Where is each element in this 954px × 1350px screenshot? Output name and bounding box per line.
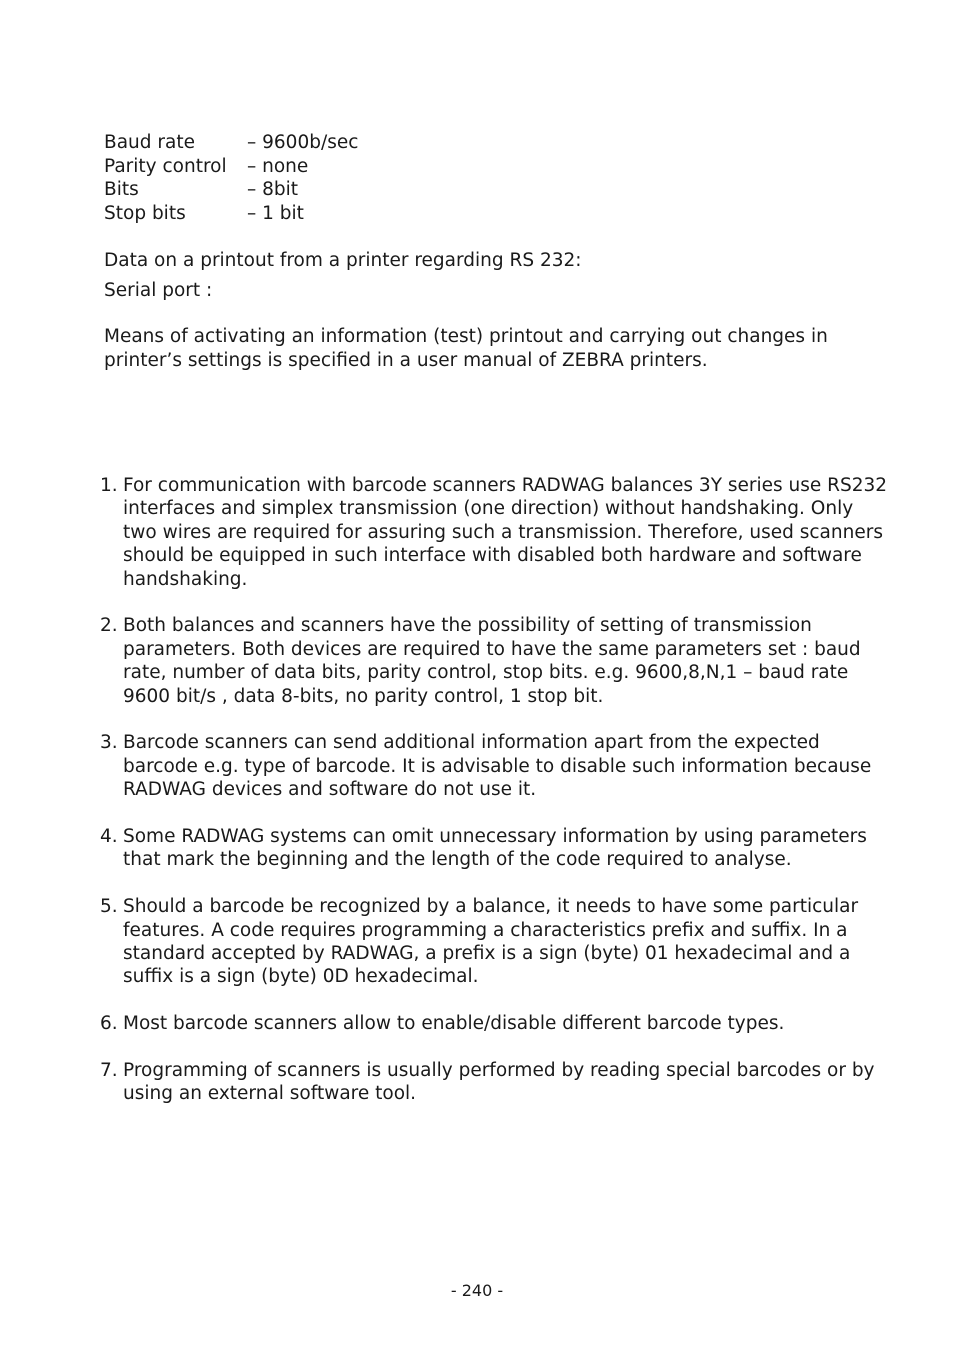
setting-value: – 1 bit (247, 202, 304, 224)
list-text: Barcode scanners can send additional information apart from the expected barcode e.g. type of barcode. It is advisable to disable such information because RADWAG devices and software do not use it. (123, 732, 872, 801)
setting-row (104, 155, 358, 179)
setting-name: Bits (104, 179, 139, 200)
list-text: For communication with barcode scanners RADWAG balances 3Y series use RS232 interfaces and simplex transmission (one direction) without handshaking. Only two wires are required for assuring such a transmission. Therefore, used scanners should be equipped in such interface with disabled both hardware and software handshaking. (123, 475, 888, 590)
printer-settings (104, 131, 358, 225)
setting-name: Baud rate (104, 132, 195, 153)
list-number: 3. (100, 732, 118, 754)
setting-value: – none (247, 155, 309, 177)
list-text: Should a barcode be recognized by a balance, it needs to have some particular features. A code requires programming a characteristics prefix and suffix. In a standard accepted by RADWAG, a prefix is a sign (byte) 01 hexadecimal and a suffix is a sign (byte) 0D hexadecimal. (123, 896, 859, 988)
activation-paragraph: Means of activating an information (test) printout and carrying out changes in printer’s settings is specified in a user manual of ZEBRA printers. (104, 326, 828, 371)
serial-port-line: Serial port : (104, 280, 213, 301)
list-text: Programming of scanners is usually performed by reading special barcodes or by using an external software tool. (123, 1060, 875, 1105)
list-number: 5. (100, 896, 118, 918)
data-printout-line: Data on a printout from a printer regarding RS 232: (104, 250, 582, 271)
setting-row (104, 178, 358, 202)
list-item (100, 825, 890, 872)
setting-name: Parity control (104, 155, 227, 177)
list-item (100, 614, 890, 708)
page-number: - 240 - (450, 1281, 504, 1300)
setting-row (104, 202, 358, 226)
list-number: 1. (100, 475, 118, 496)
setting-name: Stop bits (104, 202, 186, 224)
list-item (100, 474, 890, 591)
list-number: 7. (100, 1060, 118, 1082)
list-item (100, 731, 890, 801)
list-text: Some RADWAG systems can omit unnecessary information by using parameters that mark the beginning and the length of the code required to analyse. (123, 826, 867, 871)
list-text: Both balances and scanners have the possibility of setting of transmission parameters. Both devices are required to have the same parameters set : baud rate, number of data bits, parity control, stop bits. e.g. 9600,8,N,1 – baud rate 9600 bit/s , data 8-bits, no parity control, 1 stop bit. (123, 615, 861, 707)
list-number: 2. (100, 615, 118, 637)
scanner-notes-list (100, 474, 890, 1129)
list-number: 4. (100, 826, 118, 848)
list-item (100, 895, 890, 989)
setting-value: – 9600b/sec (247, 132, 359, 153)
list-item (100, 1059, 890, 1106)
setting-row (104, 131, 358, 155)
list-text: Most barcode scanners allow to enable/disable different barcode types. (123, 1013, 785, 1035)
list-number: 6. (100, 1013, 118, 1035)
setting-value: – 8bit (247, 179, 299, 200)
list-item (100, 1012, 890, 1035)
